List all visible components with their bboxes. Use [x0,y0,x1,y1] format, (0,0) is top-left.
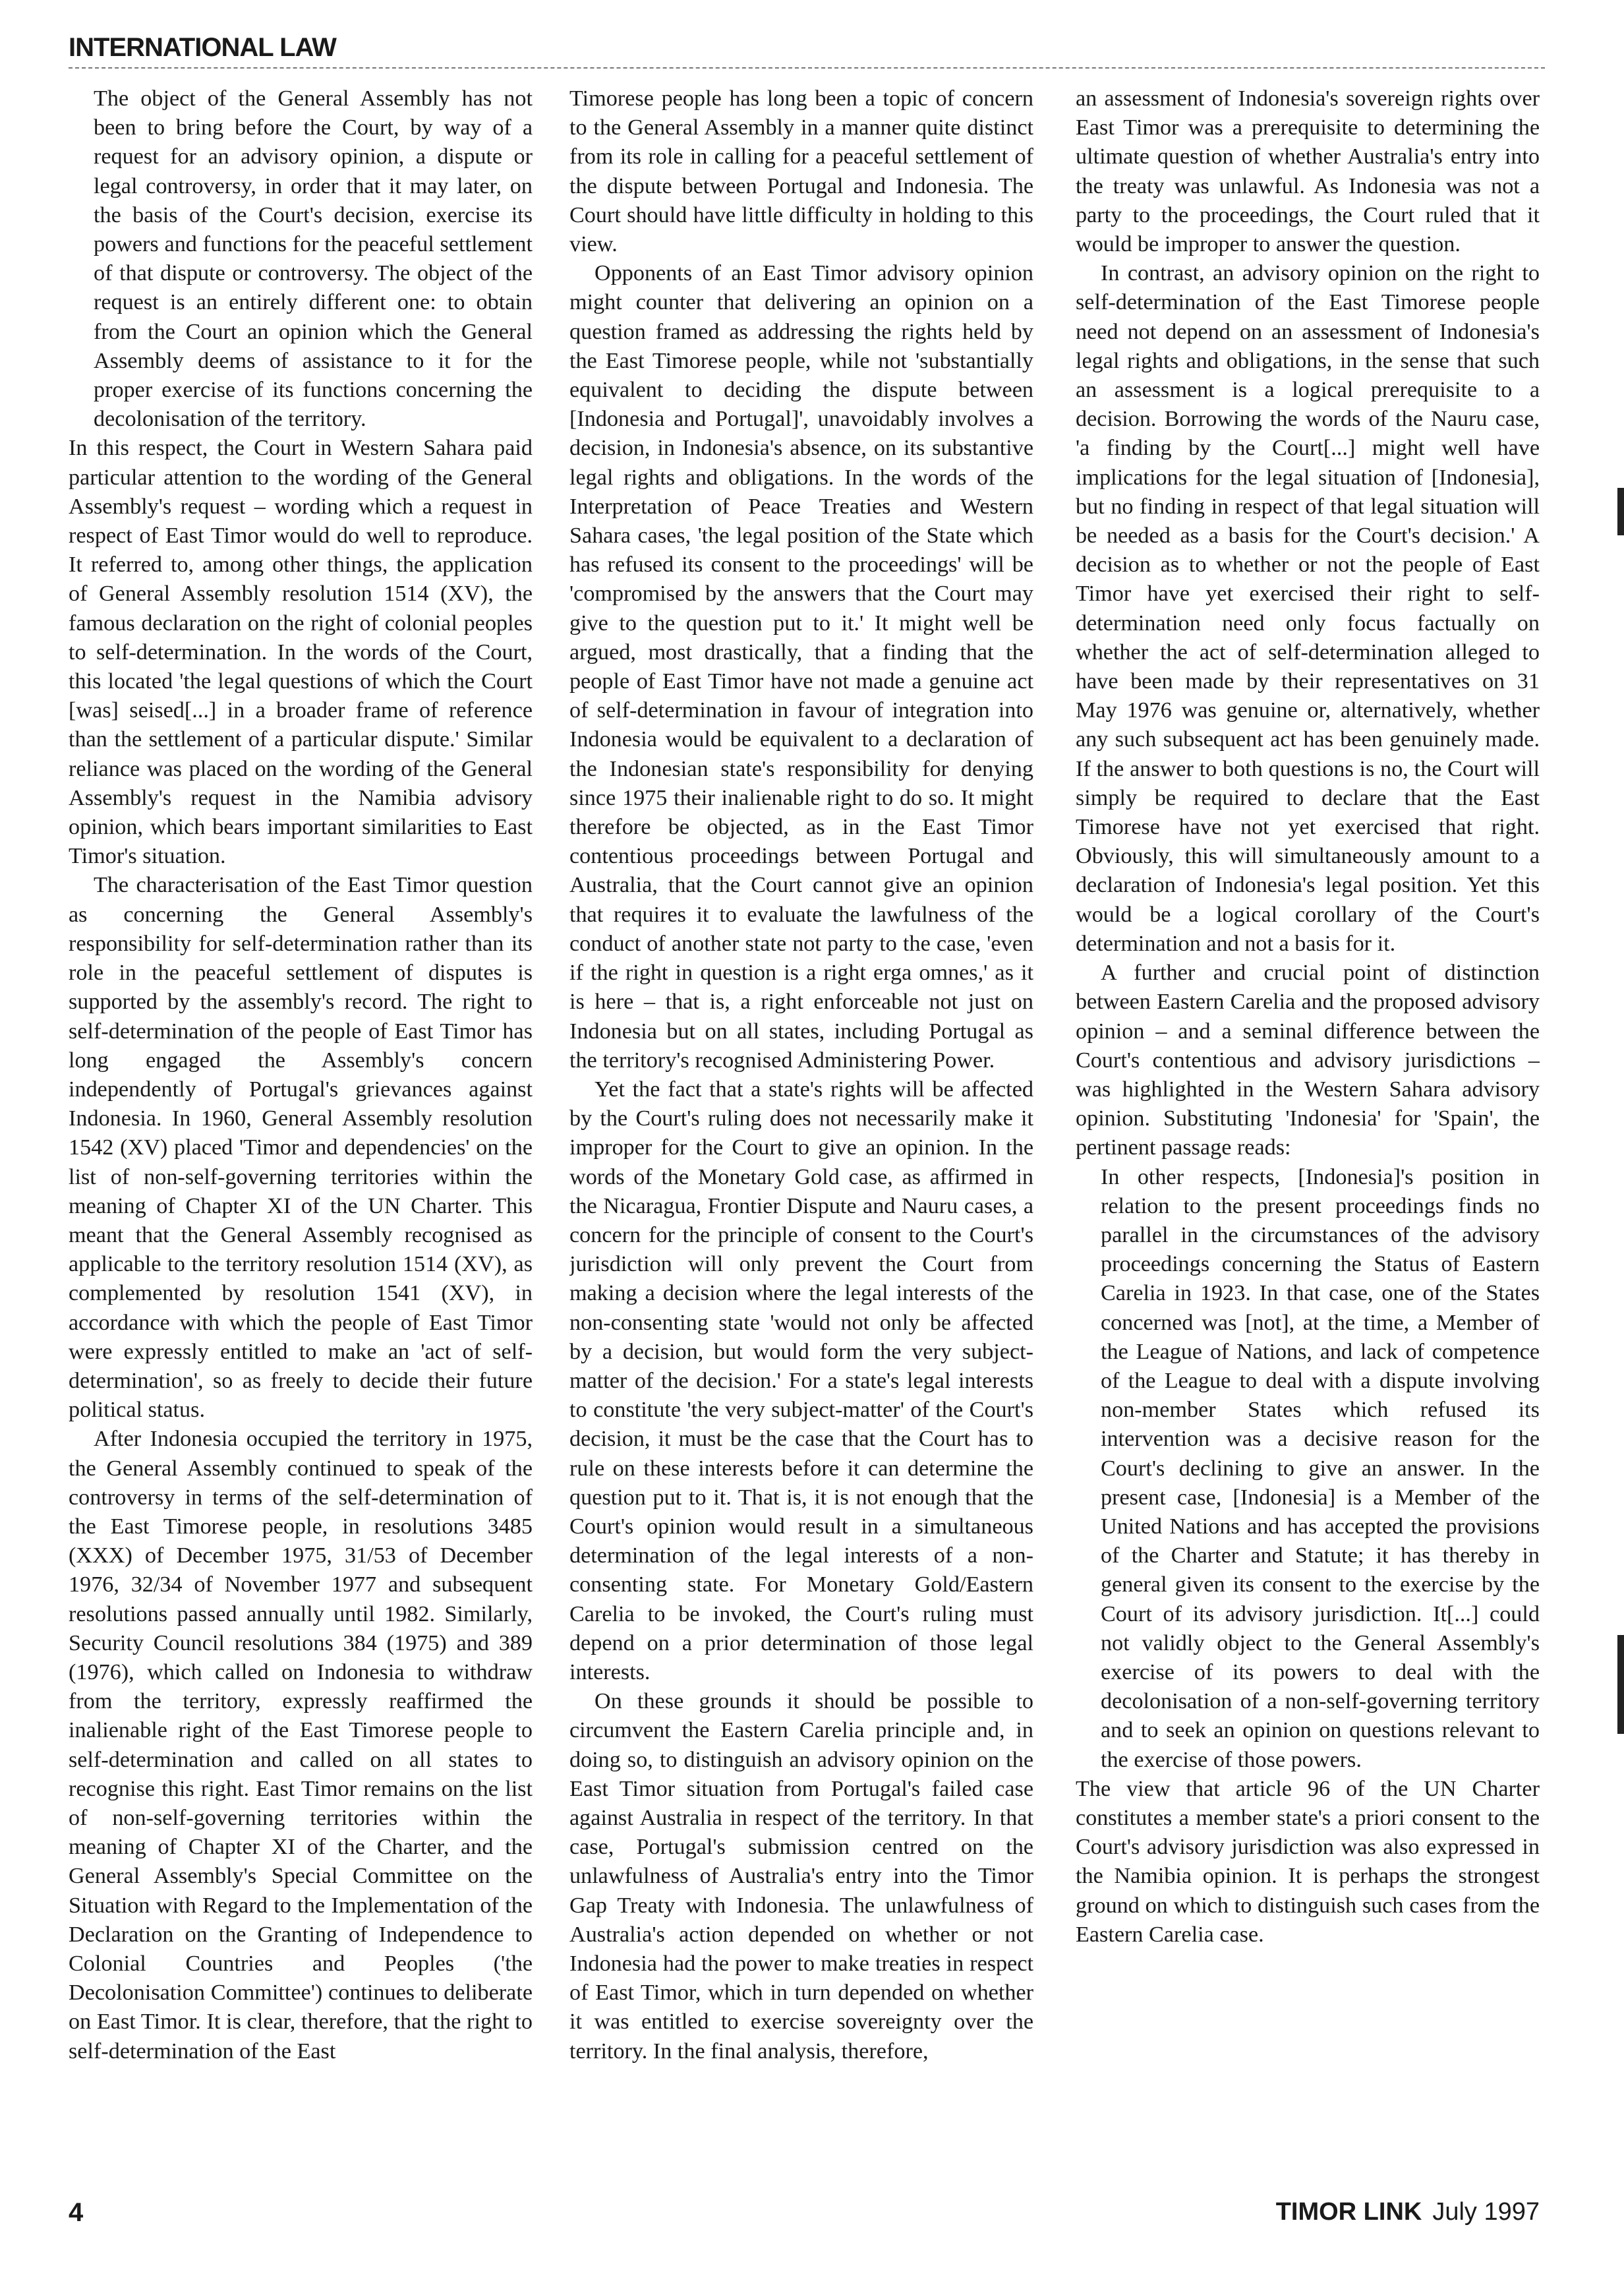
paragraph: Timorese people has long been a topic of concern to the General Assembly in a manner quite distinct from its role in calling for a peaceful settlement of the dispute between Portugal and Indonesia. The Court should have little difficulty in holding to this view. [569,86,1033,257]
text-column-1 [69,84,533,2174]
block-quote: The object of the General Assembly has not been to bring before the Court, by way of a request for an advisory opinion, a dispute or legal controversy, in order that it may later, on the basis of the Court's decision, exercise its powers and functions for the peaceful settlement of that dispute or controversy. The object of the request is an entirely different one: to obtain from the Court an opinion which the General Assembly deems of assistance to it for the proper exercise of its functions concerning the decolonisation of the territory. [94,86,533,432]
issue-date: July 1997 [1432,2198,1540,2226]
block-quote: In other respects, [Indonesia]'s position in relation to the present proceedings finds no parallel in the circumstances of the advisory proceedings concerning the Status of Eastern Carelia in 1923. In that case, one of the States concerned was [not], at the time, a Member of the League of Nations, and lack of competence of the League to deal with a dispute involving non-member States which refused its intervention was a decisive reason for the Court's declining to give an answer. In the present case, [Indonesia] is a Member of the United Nations and has accepted the provisions of the Charter and Statute; it has thereby in general given its consent to the exercise by the Court of its advisory jurisdiction. It[...] could not validly object to the General Assembly's exercise of its powers to deal with the decolonisation of a non-self-governing territory and to seek an opinion on questions relevant to the exercise of those powers. [1101,1164,1540,1772]
paragraph: The view that article 96 of the UN Charter constitutes a member state's a priori consent to the Court's advisory jurisdiction was also expressed in the Namibia opinion. It is perhaps the strongest ground on which to distinguish such cases from the Eastern Carelia case. [1076,1776,1540,1947]
paragraph: In this respect, the Court in Western Sahara paid particular attention to the wording of the General Assembly's request – wording which a request in respect of East Timor would do well to reproduce. It referred to, among other things, the application of General Assembly resolution 1514 (XV), the famous declaration on the right of colonial peoples to self-determination. In the words of the Court, this located 'the legal questions of which the Court [was] seised[...] in a broader frame of reference than the settlement of a particular dispute.' Similar reliance was placed on the wording of the General Assembly's request in the Namibia advisory opinion, which bears important similarities to East Timor's situation. [69,436,533,869]
paragraph: A further and crucial point of distinction between Eastern Carelia and the proposed advisory opinion – and a seminal difference between the Court's contentious and advisory jurisdictions – was highlighted in the Western Sahara advisory opinion. Substituting 'Indonesia' for 'Spain', the pertinent passage reads: [1076,961,1540,1160]
paragraph: Yet the fact that a state's rights will be affected by the Court's ruling does not necessarily make it improper for the Court to give an opinion. In the words of the Monetary Gold case, as affirmed in the Nicaragua, Frontier Dispute and Nauru cases, a concern for the principle of consent to the Court's jurisdiction will only prevent the Court from making a decision where the legal interests of the non-consenting state 'would not only be affected by a decision, but would form the very subject-matter of the decision.' For a state's legal interests to constitute 'the very subject-matter' of the Court's decision, it must be the case that the Court has to rule on these interests before it can determine the question put to it. That is, it is not enough that the Court's opinion would result in a simultaneous determination of the legal interests of a non-consenting state. For Monetary Gold/Eastern Carelia to be invoked, the Court's ruling must depend on a prior determination of those legal interests. [569,1077,1033,1684]
paragraph: In contrast, an advisory opinion on the right to self-determination of the East Timorese people need not depend on an assessment of Indonesia's legal rights and obligations, in the sense that such an assessment is a logical prerequisite to a decision. Borrowing the words of the Nauru case, 'a finding by the Court[...] might well have implications for the legal situation of [Indonesia], but no finding in respect of that legal situation will be needed as a basis for the Court's decision.' A decision as to whether or not the people of East Timor have yet exercised their right to self-determination need only focus factually on whether the act of self-determination alleged to have been made by their representatives on 31 May 1976 was genuine or, alternatively, whether any such subsequent act has been genuinely made. If the answer to both questions is no, the Court will simply be required to declare that the East Timorese have not yet exercised that right. Obviously, this will simultaneously amount to a declaration of Indonesia's legal position. Yet this would be a logical corollary of the Court's determination and not a basis for it. [1076,261,1540,956]
text-column-3 [1076,84,1540,2174]
section-title: INTERNATIONAL LAW [69,33,336,62]
paragraph: On these grounds it should be possible to circumvent the Eastern Carelia principle and, in doing so, to distinguish an advisory opinion on the East Timor situation from Portugal's failed case against Australia in respect of the territory. In that case, Portugal's submission centred on the unlawfulness of Australia's entry into the Timor Gap Treaty with Indonesia. The unlawfulness of Australia's action depended on whether or not Indonesia had the power to make treaties in respect of East Timor, which in turn depended on whether it was entitled to exercise sovereignty over the territory. In the final analysis, therefore, [569,1689,1033,2064]
scan-edge-mark [1617,1635,1624,1734]
paragraph: After Indonesia occupied the territory in 1975, the General Assembly continued to speak of the controversy in terms of the self-determination of the East Timorese people, in resolutions 3485 (XXX) of December 1975, 31/53 of December 1976, 32/34 of November 1977 and subsequent resolutions passed annually until 1982. Similarly, Security Council resolutions 384 (1975) and 389 (1976), which called on Indonesia to withdraw from the territory, expressly reaffirmed the inalienable right of the East Timorese people to self-determination and called on all states to recognise this right. East Timor remains on the list of non-self-governing territories within the meaning of Chapter XI of the Charter, and the General Assembly's Special Committee on the Situation with Regard to the Implementation of the Declaration on the Granting of Independence to Colonial Countries and Peoples ('the Decolonisation Committee') continues to deliberate on East Timor. It is clear, therefore, that the right to self-determination of the East [69,1427,533,2064]
page-number: 4 [69,2198,84,2227]
footer-publication-line [1276,2199,1540,2224]
paragraph: Opponents of an East Timor advisory opinion might counter that delivering an opinion on a question framed as addressing the rights held by the East Timorese people, while not 'substantially equivalent to deciding the dispute between [Indonesia and Portugal]', unavoidably involves a decision, in Indonesia's absence, on its substantive legal rights and obligations. In the words of the Interpretation of Peace Treaties and Western Sahara cases, 'the legal position of the State which has refused its consent to the proceedings' will be 'compromised by the answers that the Court may give to the question put to it.' It might well be argued, most drastically, that a finding that the people of East Timor have not made a genuine act of self-determination in favour of integration into Indonesia would be equivalent to a declaration of the Indonesian state's responsibility for denying since 1975 their inalienable right to do so. It might therefore be objected, as in the East Timor contentious proceedings between Portugal and Australia, that the Court cannot give an opinion that requires it to evaluate the lawfulness of the conduct of another state not party to the case, 'even if the right in question is a right erga omnes,' as it is here – that is, a right enforceable not just on Indonesia but on all states, including Portugal as the territory's recognised Administering Power. [569,261,1033,1073]
paragraph: an assessment of Indonesia's sovereign rights over East Timor was a prerequisite to determining the ultimate question of whether Australia's entry into the treaty was unlawful. As Indonesia was not a party to the proceedings, the Court ruled that it would be improper to answer the question. [1076,86,1540,257]
text-column-2 [569,84,1033,2174]
header-rule [69,67,1545,69]
paragraph: The characterisation of the East Timor question as concerning the General Assembly's responsibility for self-determination rather than its role in the peaceful settlement of disputes is supported by the assembly's record. The right to self-determination of the people of East Timor has long engaged the Assembly's concern independently of Portugal's grievances against Indonesia. In 1960, General Assembly resolution 1542 (XV) placed 'Timor and dependencies' on the list of non-self-governing territories within the meaning of Chapter XI of the UN Charter. This meant that the General Assembly recognised as applicable to the territory resolution 1514 (XV), as complemented by resolution 1541 (XV), in accordance with which the people of East Timor were expressly entitled to make an 'act of self-determination', so as freely to decide their future political status. [69,873,533,1423]
publication-name: TIMOR LINK [1275,2198,1422,2226]
scan-edge-mark [1617,488,1624,535]
